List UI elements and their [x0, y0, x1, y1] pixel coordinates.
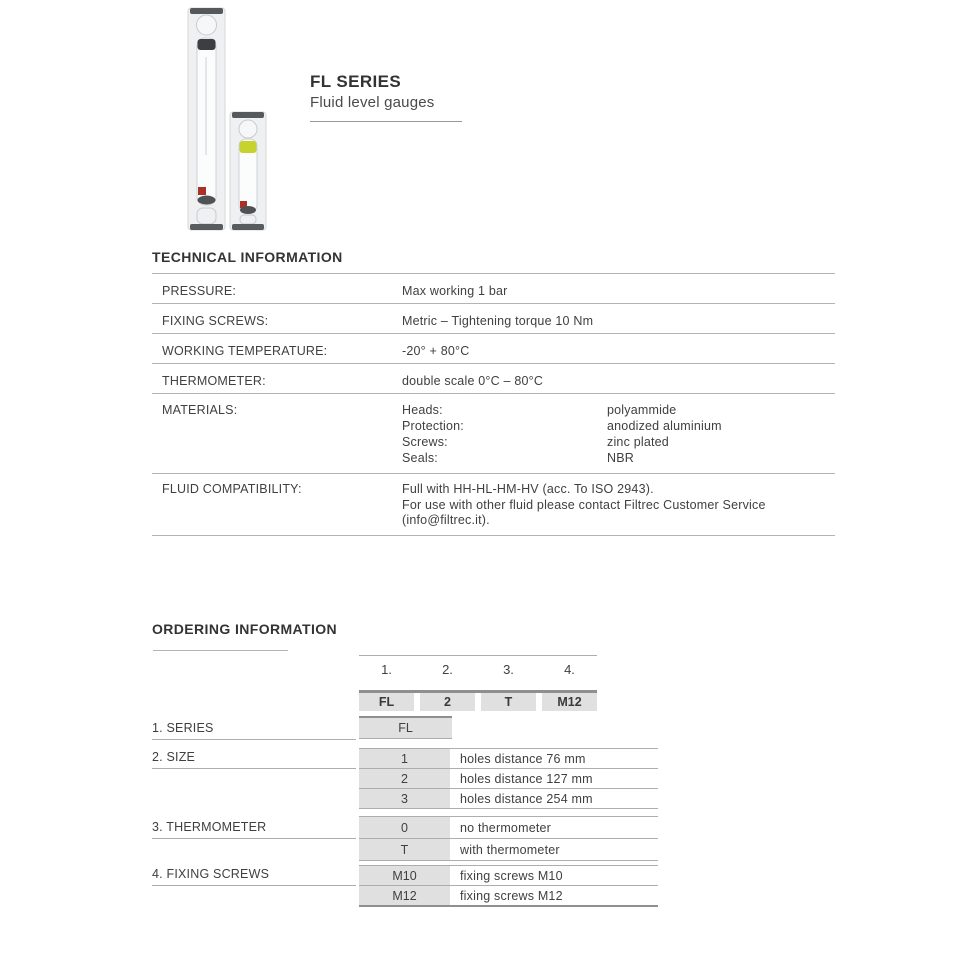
option-code: M10 — [359, 866, 450, 885]
ordering-information-heading: ORDERING INFORMATION — [152, 621, 338, 637]
ordering-option-row — [359, 788, 658, 808]
tech-row-working-temperature — [152, 333, 835, 363]
ordering-option-row — [359, 768, 658, 788]
material-name: Heads: — [402, 403, 443, 417]
gauge-small-base — [232, 224, 264, 230]
fluid-compatibility-text — [402, 482, 766, 535]
option-code: 3 — [359, 789, 450, 808]
tech-row-value: -20° + 80°C — [402, 344, 470, 358]
position-number: 3. — [503, 662, 514, 677]
ordering-option-row — [359, 885, 658, 905]
product-photo-fluid-level-gauges — [183, 5, 273, 233]
ordering-position-numbers — [359, 662, 597, 677]
ordering-example-code-row — [359, 690, 597, 711]
option-description: holes distance 127 mm — [460, 771, 593, 786]
material-item — [402, 419, 835, 435]
option-description: with thermometer — [460, 842, 560, 857]
gauge-small-yellow-band — [240, 141, 257, 153]
material-value: zinc plated — [607, 435, 669, 449]
tech-row-value: Metric – Tightening torque 10 Nm — [402, 314, 594, 328]
gauge-small — [230, 112, 266, 230]
gauge-large-top-cap — [190, 8, 223, 14]
tech-row-value: double scale 0°C – 80°C — [402, 374, 544, 388]
material-value: anodized aluminium — [607, 419, 722, 433]
material-name: Seals: — [402, 451, 438, 465]
fluid-line: (info@filtrec.it). — [402, 513, 490, 527]
gauge-large-head-notch — [197, 15, 217, 35]
option-code: 0 — [359, 817, 450, 838]
gauge-small-top-cap — [232, 112, 264, 118]
fluid-line: For use with other fluid please contact Filtrec Customer Service — [402, 497, 766, 512]
gauge-small-head-notch — [239, 120, 257, 138]
position-number: 1. — [381, 662, 392, 677]
ordering-option-row — [359, 748, 658, 768]
gauge-large — [188, 8, 225, 230]
position-number: 2. — [442, 662, 453, 677]
option-code: T — [359, 839, 450, 860]
gauge-large-dark-band — [198, 39, 216, 50]
tech-row-pressure — [152, 273, 835, 303]
tech-row-label: THERMOMETER: — [162, 374, 266, 388]
page-subtitle: Fluid level gauges — [310, 94, 435, 111]
tech-row-thermometer — [152, 363, 835, 393]
tech-row-label: WORKING TEMPERATURE: — [162, 344, 328, 358]
technical-information-heading: TECHNICAL INFORMATION — [152, 249, 343, 265]
option-description: holes distance 76 mm — [460, 751, 586, 766]
option-code: M12 — [359, 886, 450, 905]
example-code-cell: T — [481, 693, 536, 711]
title-underline — [310, 121, 462, 122]
materials-list — [402, 403, 835, 473]
gauge-large-base — [190, 224, 223, 230]
tech-row-materials — [152, 393, 835, 473]
tech-row-label: FLUID COMPATIBILITY: — [162, 482, 302, 496]
option-description: fixing screws M10 — [460, 868, 563, 883]
tech-row-label: MATERIALS: — [162, 403, 238, 417]
material-item — [402, 451, 835, 467]
ordering-option-row — [359, 816, 658, 838]
option-description: fixing screws M12 — [460, 888, 563, 903]
ordering-option-row — [359, 838, 658, 860]
tech-row-fluid-compatibility — [152, 473, 835, 535]
example-code-cell: M12 — [542, 693, 597, 711]
ordering-table-top-rule — [359, 655, 597, 656]
material-name: Protection: — [402, 419, 464, 433]
option-code: 1 — [359, 749, 450, 768]
series-code-cell: FL — [359, 716, 452, 739]
position-number: 4. — [564, 662, 575, 677]
tech-row-value: Max working 1 bar — [402, 284, 508, 298]
option-code: 2 — [359, 769, 450, 788]
material-item — [402, 403, 835, 419]
material-item — [402, 435, 835, 451]
material-name: Screws: — [402, 435, 448, 449]
tech-row-label: PRESSURE: — [162, 284, 237, 298]
material-value: NBR — [607, 451, 634, 465]
ordering-group-thermometer — [359, 816, 658, 861]
example-code-cell: 2 — [420, 693, 475, 711]
technical-information-table — [152, 273, 835, 536]
ordering-group-size — [359, 748, 658, 809]
ordering-group-label-series: 1. SERIES — [152, 721, 356, 740]
gauge-large-red-mark — [198, 187, 206, 195]
ordering-heading-underline — [153, 650, 288, 651]
ordering-group-fixing-screws — [359, 865, 658, 907]
fluid-line: Full with HH-HL-HM-HV (acc. To ISO 2943). — [402, 482, 654, 496]
option-description: holes distance 254 mm — [460, 791, 593, 806]
material-value: polyammide — [607, 403, 677, 417]
ordering-group-label-fixing-screws: 4. FIXING SCREWS — [152, 867, 356, 886]
ordering-option-row — [359, 865, 658, 885]
ordering-group-label-thermometer: 3. THERMOMETER — [152, 820, 356, 839]
ordering-group-label-size: 2. SIZE — [152, 750, 356, 769]
tech-row-fixing-screws — [152, 303, 835, 333]
option-description: no thermometer — [460, 820, 552, 835]
tech-row-label: FIXING SCREWS: — [162, 314, 269, 328]
example-code-cell: FL — [359, 693, 414, 711]
page-title: FL SERIES — [310, 72, 402, 91]
